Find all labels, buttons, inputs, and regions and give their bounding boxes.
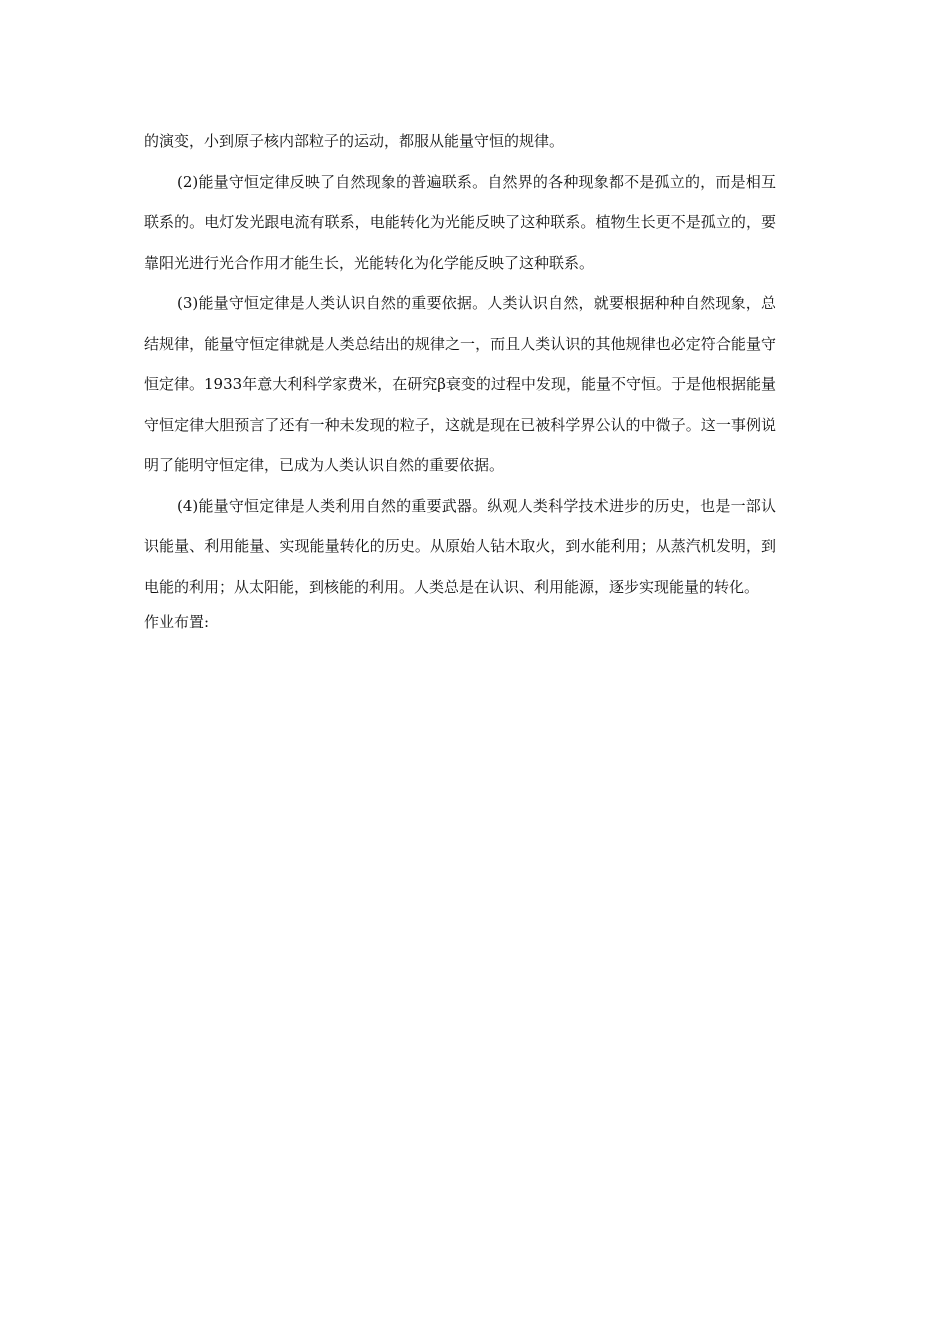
document-body <box>144 121 776 639</box>
paragraph-point-3: (3)能量守恒定律是人类认识自然的重要依据。人类认识自然，就要根据种种自然现象，总结规律，能量守恒定律就是人类总结出的规律之一，而且人类认识的其他规律也必定符合能量守恒定律。1933年意大利科学家费米，在研究β衰变的过程中发现，能量不守恒。于是他根据能量守恒定律大胆预言了还有一种未发现的粒子，这就是现在已被科学界公认的中微子。这一事例说明了能明守恒定律，已成为人类认识自然的重要依据。 <box>144 294 776 474</box>
paragraph-point-2: (2)能量守恒定律反映了自然现象的普遍联系。自然界的各种现象都不是孤立的，而是相互联系的。电灯发光跟电流有联系，电能转化为光能反映了这种联系。植物生长更不是孤立的，要靠阳光进行光合作用才能生长，光能转化为化学能反映了这种联系。 <box>144 172 776 272</box>
homework-heading: 作业布置: <box>144 613 210 631</box>
paragraph-continuation: 的演变，小到原子核内部粒子的运动，都服从能量守恒的规律。 <box>144 132 565 150</box>
paragraph-point-4: (4)能量守恒定律是人类利用自然的重要武器。纵观人类科学技术进步的历史，也是一部认识能量、利用能量、实现能量转化的历史。从原始人钻木取火，到水能利用；从蒸汽机发明，到电能的利用；从太阳能，到核能的利用。人类总是在认识、利用能源，逐步实现能量的转化。 <box>144 496 776 596</box>
